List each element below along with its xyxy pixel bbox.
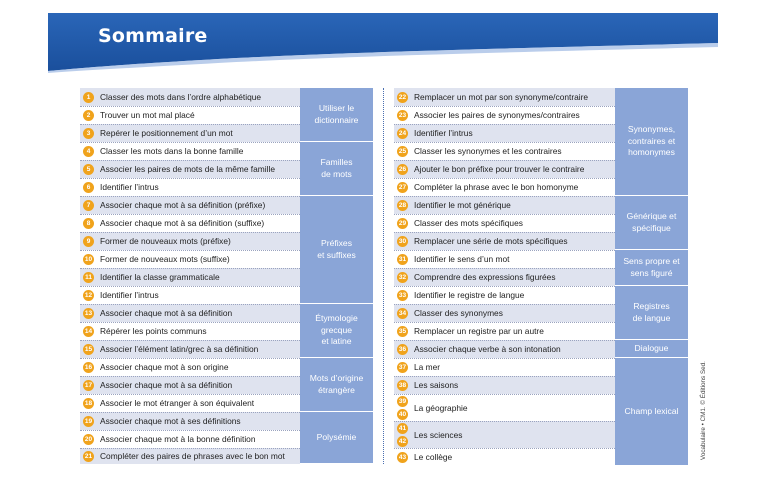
exercise-label: Remplacer un registre par un autre [414, 326, 544, 336]
exercise-number-badge: 25 [398, 147, 407, 155]
exercise-label: Associer chaque mot à sa définition (préfixe) [100, 200, 266, 210]
exercise-label: Associer chaque mot à sa définition (suffixe) [100, 218, 265, 228]
category-cell [300, 88, 373, 142]
category-label: Registres de langue [632, 301, 671, 323]
category-label: Étymologie grecque et latine [315, 313, 358, 347]
exercise-label: Compléter des paires de phrases avec le bon mot [100, 451, 285, 461]
row-separator [394, 196, 615, 197]
list-item [80, 88, 300, 106]
list-item [80, 178, 300, 196]
row-separator [394, 448, 615, 449]
row-separator [80, 358, 300, 359]
left-summary-table [80, 88, 373, 464]
exercise-number-badge: 11 [83, 272, 94, 283]
exercise-label: Identifier l’intrus [100, 290, 159, 300]
exercise-number-badge: 29 [398, 219, 407, 227]
exercise-number-badge: 19 [84, 417, 93, 425]
row-separator [394, 340, 615, 341]
row-separator [394, 106, 615, 107]
row-separator [80, 430, 300, 431]
list-item [394, 196, 615, 214]
page-title: Sommaire [98, 25, 208, 47]
list-item [394, 286, 615, 304]
list-item [80, 430, 300, 448]
exercise-number-badge: 41 [398, 424, 407, 432]
category-cell [615, 250, 688, 286]
exercise-label: Les sciences [414, 429, 463, 440]
exercise-label: Associer les paires de synonymes/contraires [414, 110, 580, 120]
exercise-number-badge: 39 [398, 397, 407, 405]
list-item [80, 412, 300, 430]
exercise-number-badge: 40 [398, 410, 407, 418]
exercise-label: Identifier le registre de langue [414, 290, 525, 300]
row-separator [394, 250, 615, 251]
exercise-number-badge: 35 [398, 327, 407, 335]
row-separator [394, 304, 615, 305]
row-separator [394, 322, 615, 323]
row-separator [80, 322, 300, 323]
exercise-label: Former de nouveaux mots (préfixe) [100, 236, 231, 246]
exercise-label: Classer des mots dans l’ordre alphabétique [100, 92, 262, 102]
exercise-number-badge: 22 [398, 93, 407, 101]
list-item [394, 268, 615, 286]
list-item [80, 286, 300, 304]
category-cell [615, 196, 688, 250]
row-separator [80, 178, 300, 179]
category-label: Dialogue [634, 342, 669, 353]
exercise-number-badge: 4 [83, 146, 94, 157]
list-item [80, 448, 300, 464]
row-separator [80, 340, 300, 341]
exercise-number-badge: 43 [398, 453, 407, 461]
category-label: Préfixes et suffixes [317, 238, 356, 260]
exercise-number-badge: 2 [83, 110, 94, 121]
list-item [394, 142, 615, 160]
exercise-label: Associer les paires de mots de la même famille [100, 164, 276, 174]
exercise-label: Associer chaque mot à ses définitions [100, 416, 241, 426]
row-separator [394, 286, 615, 287]
category-cell [300, 358, 373, 412]
row-separator [394, 214, 615, 215]
row-separator [80, 250, 300, 251]
category-label: Familles de mots [320, 157, 353, 179]
list-item [394, 124, 615, 142]
credit-line: Vocabulaire • CM1. © Éditions Sed. [700, 361, 707, 460]
exercise-number-badge: 23 [398, 111, 407, 119]
row-separator [80, 286, 300, 287]
list-item [80, 196, 300, 214]
exercise-number-badge: 17 [84, 381, 93, 389]
row-separator [80, 214, 300, 215]
list-item [394, 178, 615, 196]
category-cell [615, 358, 688, 466]
row-separator [80, 160, 300, 161]
exercise-label: Le collège [414, 452, 453, 462]
row-separator [80, 196, 300, 197]
category-label: Polysémie [316, 431, 357, 442]
exercise-label: Identifier la classe grammaticale [100, 272, 220, 282]
category-cell [300, 142, 373, 196]
exercise-label: Associer chaque mot à sa définition [100, 308, 233, 318]
list-item [394, 106, 615, 124]
exercise-number-badge: 32 [398, 273, 407, 281]
list-item [80, 322, 300, 340]
row-separator [80, 142, 300, 143]
row-separator [394, 376, 615, 377]
category-label: Synonymes, contraires et homonymes [627, 124, 676, 158]
exercise-number-badge: 18 [84, 399, 93, 407]
list-item [80, 106, 300, 124]
exercise-number-badge: 16 [84, 363, 93, 371]
row-separator [394, 160, 615, 161]
exercise-number-badge: 1 [83, 92, 94, 103]
exercise-label: Classer les synonymes et les contraires [414, 146, 562, 156]
exercise-label: Compléter la phrase avec le bon homonyme [414, 182, 579, 192]
exercise-label: Remplacer une série de mots spécifiques [414, 236, 568, 246]
category-label: Champ lexical [624, 405, 679, 416]
list-item [80, 214, 300, 232]
list-item [80, 340, 300, 358]
list-item [394, 160, 615, 178]
row-separator [80, 412, 300, 413]
exercise-number-badge: 5 [83, 164, 94, 175]
exercise-number-badge: 37 [398, 363, 407, 371]
exercise-label: Identifier le mot générique [414, 200, 511, 210]
exercise-label: Identifier le sens d’un mot [414, 254, 510, 264]
list-item [394, 340, 615, 358]
row-separator [394, 394, 615, 395]
list-item [80, 358, 300, 376]
exercise-number-badge: 21 [84, 452, 93, 460]
list-item [80, 160, 300, 178]
exercise-label: Les saisons [414, 380, 459, 390]
exercise-number-badge: 15 [84, 345, 93, 353]
exercise-label: Repérer le positionnement d’un mot [100, 128, 233, 138]
row-separator [394, 232, 615, 233]
exercise-label: La mer [414, 362, 441, 372]
list-item [394, 214, 615, 232]
column-divider [383, 88, 384, 464]
list-item [394, 232, 615, 250]
row-separator [394, 142, 615, 143]
category-cell [300, 196, 373, 304]
exercise-label: Associer chaque mot à son origine [100, 362, 229, 372]
exercise-label: Remplacer un mot par son synonyme/contraire [414, 92, 589, 102]
exercise-label: Former de nouveaux mots (suffixe) [100, 254, 230, 264]
exercise-number-badge: 14 [84, 327, 93, 335]
right-summary-table [394, 88, 688, 464]
exercise-label: Identifier l’intrus [100, 182, 159, 192]
list-item [394, 421, 615, 448]
row-separator [80, 124, 300, 125]
list-item [80, 304, 300, 322]
row-separator [80, 394, 300, 395]
category-label: Utiliser le dictionnaire [314, 103, 359, 125]
list-item [394, 250, 615, 268]
category-cell [300, 412, 373, 464]
exercise-number-badge: 42 [398, 437, 407, 445]
row-separator [80, 448, 300, 449]
list-item [394, 394, 615, 421]
category-cell [615, 286, 688, 340]
category-label: Mots d’origine étrangère [309, 373, 364, 395]
exercise-number-badge: 27 [398, 183, 407, 191]
exercise-number-badge: 3 [83, 128, 94, 139]
list-item [80, 232, 300, 250]
list-item [80, 394, 300, 412]
exercise-label: Associer chaque verbe à son intonation [414, 344, 561, 354]
exercise-number-badge: 12 [84, 291, 93, 299]
exercise-label: Associer l’élément latin/grec à sa définition [100, 344, 259, 354]
exercise-label: Identifier l’intrus [414, 128, 473, 138]
exercise-label: Comprendre des expressions figurées [414, 272, 556, 282]
category-cell [615, 340, 688, 358]
row-separator [394, 268, 615, 269]
row-separator [80, 106, 300, 107]
row-separator [80, 304, 300, 305]
exercise-label: Associer chaque mot à sa définition [100, 380, 233, 390]
row-separator [80, 376, 300, 377]
exercise-label: Classer les mots dans la bonne famille [100, 146, 244, 156]
exercise-label: Trouver un mot mal placé [100, 110, 195, 120]
exercise-label: La géographie [414, 402, 468, 413]
category-label: Sens propre et sens figuré [623, 256, 680, 278]
row-separator [80, 232, 300, 233]
exercise-label: Associer chaque mot à la bonne définition [100, 434, 256, 444]
list-item [394, 358, 615, 376]
exercise-number-badge: 38 [398, 381, 407, 389]
list-item [80, 124, 300, 142]
list-item [80, 142, 300, 160]
exercise-label: Classer des mots spécifiques [414, 218, 523, 228]
list-item [394, 304, 615, 322]
exercise-number-badge: 6 [83, 182, 94, 193]
exercise-number-badge: 20 [84, 435, 93, 443]
exercise-label: Associer le mot étranger à son équivalent [100, 398, 255, 408]
exercise-number-badge: 7 [83, 200, 94, 211]
category-label: Générique et spécifique [626, 211, 677, 233]
exercise-label: Ajouter le bon préfixe pour trouver le contraire [414, 164, 585, 174]
exercise-number-badge: 26 [398, 165, 407, 173]
exercise-label: Répérer les points communs [100, 326, 207, 336]
list-item [394, 376, 615, 394]
row-separator [394, 124, 615, 125]
exercise-number-badge: 36 [398, 345, 407, 353]
row-separator [394, 421, 615, 422]
exercise-number-badge: 10 [84, 255, 93, 263]
list-item [394, 322, 615, 340]
row-separator [394, 178, 615, 179]
exercise-number-badge: 9 [83, 236, 94, 247]
exercise-number-badge: 30 [398, 237, 407, 245]
exercise-number-badge: 24 [398, 129, 407, 137]
row-separator [80, 268, 300, 269]
exercise-label: Classer des synonymes [414, 308, 503, 318]
row-separator [394, 358, 615, 359]
exercise-number-badge: 8 [83, 218, 94, 229]
list-item [394, 448, 615, 466]
exercise-number-badge: 33 [398, 291, 407, 299]
list-item [80, 250, 300, 268]
exercise-number-badge: 28 [398, 201, 407, 209]
exercise-number-badge: 31 [398, 255, 407, 263]
list-item [80, 376, 300, 394]
list-item [80, 268, 300, 286]
category-cell [615, 88, 688, 196]
list-item [394, 88, 615, 106]
exercise-number-badge: 34 [398, 309, 407, 317]
category-cell [300, 304, 373, 358]
exercise-number-badge: 13 [84, 309, 93, 317]
